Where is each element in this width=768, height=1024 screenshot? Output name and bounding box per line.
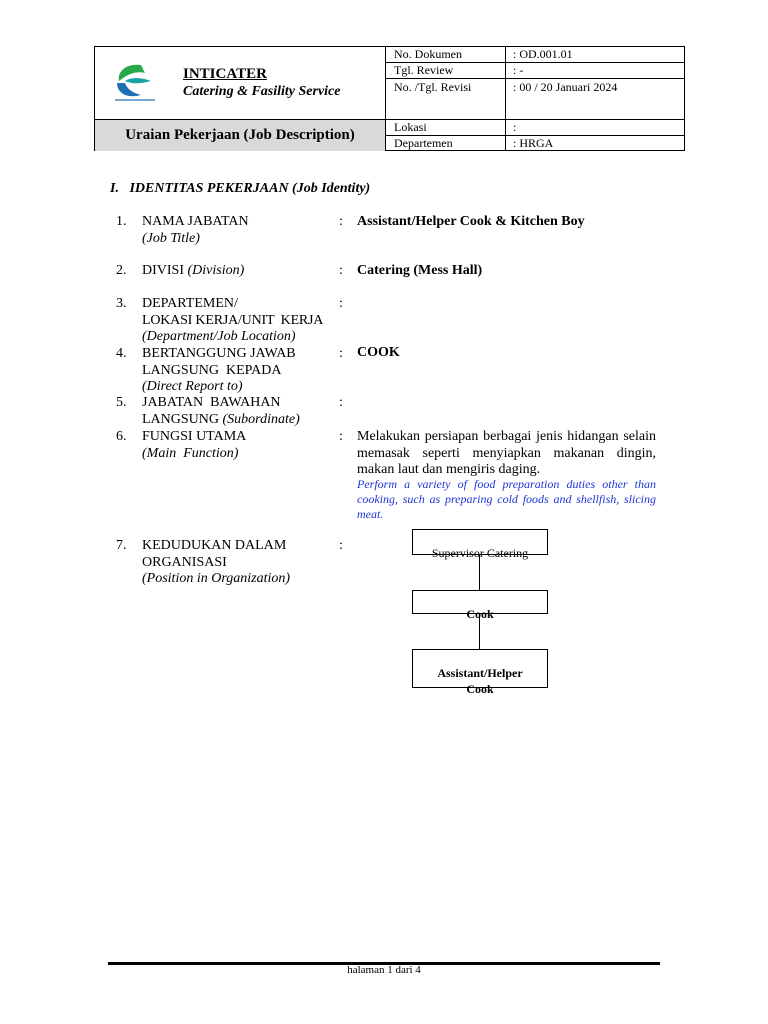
label-id: DIVISI bbox=[142, 263, 184, 278]
document-header bbox=[94, 46, 685, 151]
label-id: LANGSUNG KEPADA bbox=[142, 362, 282, 378]
main-function-description: Melakukan persiapan berbagai jenis hidangan selain memasak seperti menyiapkan makanan dingin, makan laut dan mengiris daging. bbox=[357, 429, 656, 477]
item-number: 3. bbox=[116, 296, 127, 311]
item-colon: : bbox=[339, 538, 343, 553]
org-box-assistant bbox=[412, 649, 548, 696]
item-number: 1. bbox=[116, 214, 127, 229]
label-id: LOKASI KERJA/UNIT KERJA bbox=[142, 312, 324, 328]
item-label bbox=[142, 263, 337, 280]
division-value: Catering (Mess Hall) bbox=[357, 263, 483, 278]
label-id: KEDUDUKAN DALAM bbox=[142, 538, 287, 553]
meta-value-review: : - bbox=[513, 63, 524, 77]
item-number: 7. bbox=[116, 538, 127, 553]
label-en: (Position in Organization) bbox=[142, 571, 291, 586]
label-id: NAMA JABATAN bbox=[142, 214, 249, 229]
item-colon: : bbox=[339, 346, 343, 361]
meta-value-department: : HRGA bbox=[513, 136, 554, 150]
org-box-label: Assistant/Helper Cook bbox=[437, 666, 523, 696]
org-box-cook bbox=[412, 590, 548, 621]
document-title: Uraian Pekerjaan (Job Description) bbox=[125, 127, 355, 143]
meta-label-location: Lokasi bbox=[394, 120, 427, 134]
meta-value-revision: : 00 / 20 Januari 2024 bbox=[513, 80, 618, 94]
label-en: (Department/Job Location) bbox=[142, 329, 296, 344]
item-label bbox=[142, 214, 337, 247]
reports-to-value: COOK bbox=[357, 345, 400, 360]
item-label bbox=[142, 346, 337, 396]
item-colon: : bbox=[339, 395, 343, 410]
page-number: halaman 1 dari 4 bbox=[347, 964, 421, 976]
label-id: BERTANGGUNG JAWAB bbox=[142, 346, 296, 361]
item-number: 6. bbox=[116, 429, 127, 444]
item-number: 2. bbox=[116, 263, 127, 278]
org-connector bbox=[479, 555, 480, 590]
meta-value-doc-no: : OD.001.01 bbox=[513, 47, 573, 61]
section-heading: I. IDENTITAS PEKERJAAN (Job Identity) bbox=[110, 181, 371, 196]
label-en: (Division) bbox=[187, 263, 245, 278]
item-colon: : bbox=[339, 296, 343, 311]
inticater-logo-icon bbox=[111, 61, 159, 105]
job-title-value: Assistant/Helper Cook & Kitchen Boy bbox=[357, 214, 585, 229]
item-label bbox=[142, 538, 337, 588]
item-label bbox=[142, 429, 337, 462]
label-id: LANGSUNG bbox=[142, 411, 219, 427]
label-en: (Direct Report to) bbox=[142, 379, 243, 394]
company-tagline: Catering & Fasility Service bbox=[183, 84, 341, 99]
meta-value-location: : bbox=[513, 120, 517, 134]
item-colon: : bbox=[339, 214, 343, 229]
label-en: (Job Title) bbox=[142, 230, 200, 246]
item-colon: : bbox=[339, 429, 343, 444]
item-colon: : bbox=[339, 263, 343, 278]
label-id: DEPARTEMEN/ bbox=[142, 296, 238, 311]
label-en: (Subordinate) bbox=[222, 411, 300, 427]
label-id: JABATAN BAWAHAN bbox=[142, 395, 281, 410]
org-box-label: Cook bbox=[466, 607, 494, 621]
label-en: (Main Function) bbox=[142, 445, 239, 461]
label-id: FUNGSI UTAMA bbox=[142, 429, 247, 444]
meta-label-doc-no: No. Dokumen bbox=[394, 47, 462, 61]
label-id: ORGANISASI bbox=[142, 554, 227, 570]
item-number: 4. bbox=[116, 346, 127, 361]
company-name: INTICATER bbox=[183, 66, 267, 82]
main-function-description-en: Perform a variety of food preparation duties other than cooking, such as preparing cold foods and shellfish, slicing meat. bbox=[357, 477, 656, 521]
meta-label-review: Tgl. Review bbox=[394, 63, 454, 77]
item-number: 5. bbox=[116, 395, 127, 410]
item-label bbox=[142, 395, 337, 428]
meta-label-department: Departemen bbox=[394, 136, 453, 150]
meta-label-revision: No. /Tgl. Revisi bbox=[394, 80, 472, 94]
item-label bbox=[142, 296, 337, 346]
org-box-label: Supervisor Catering bbox=[431, 546, 529, 560]
org-box-supervisor bbox=[412, 529, 548, 560]
